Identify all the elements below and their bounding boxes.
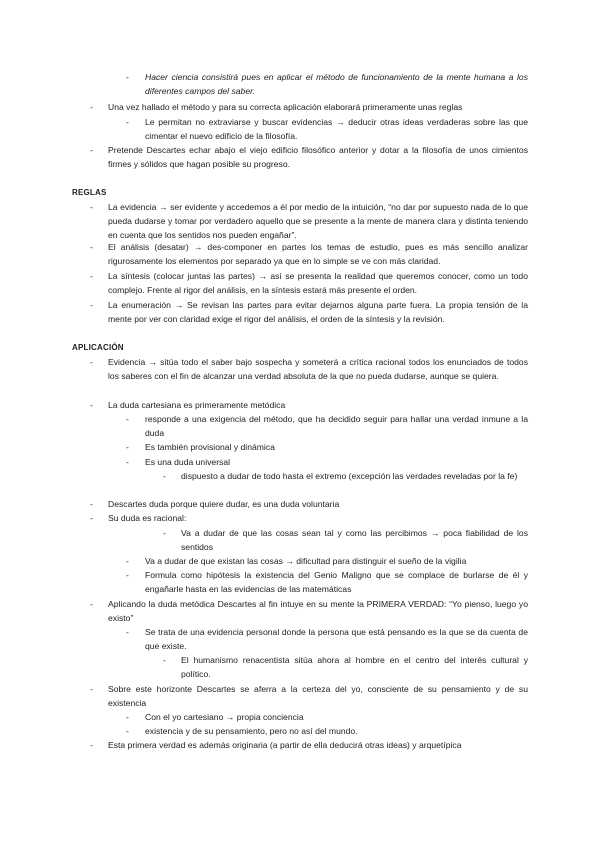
bullet-dash: -	[90, 740, 93, 750]
bullet-dash: -	[126, 117, 129, 127]
item-text: responde a una exigencia del método, que ha decidido seguir para hallar una verdad inmune a la duda	[145, 414, 528, 439]
item-text: existencia y de su pensamiento, pero no así del mundo.	[145, 726, 358, 736]
bullet-dash: -	[90, 599, 93, 609]
item-text: Una vez hallado el método y para su correcta aplicación elaborará primeramente unas reglas	[108, 102, 463, 112]
item-text: El humanismo renacentista sitúa ahora al hombre en el centro del interés cultural y político.	[181, 655, 528, 680]
bullet-dash: -	[126, 556, 129, 566]
item-text: Su duda es racional:	[108, 513, 187, 523]
item-text: La enumeración → Se revisan las partes para evitar dejarnos alguna parte fuera. La propia tensión de la mente por ver con claridad exige el rigor del análisis, el orden de la síntesis y la revisión.	[108, 300, 528, 325]
bullet-dash: -	[126, 712, 129, 722]
bullet-dash: -	[90, 684, 93, 694]
bullet-dash: -	[163, 655, 166, 665]
item-text: Va a dudar de que las cosas sean tal y como las percibimos → poca fiabilidad de los sentidos	[181, 528, 528, 553]
bullet-dash: -	[90, 102, 93, 112]
bullet-dash: -	[163, 471, 166, 481]
item-text: Hacer ciencia consistirá pues en aplicar el método de funcionamiento de la mente humana a los diferentes campos del saber.	[145, 72, 528, 97]
bullet-dash: -	[126, 570, 129, 580]
item-text: Formula como hipótesis la existencia del Genio Maligno que se complace de burlarse de él y engañarle hasta en las evidencias de las matemáticas	[145, 570, 528, 595]
item-text: Aplicando la duda metódica Descartes al fin intuye en su mente la PRIMERA VERDAD: “Yo pienso, luego yo existo”	[108, 599, 528, 624]
item-text: dispuesto a dudar de todo hasta el extremo (excepción las verdades reveladas por la fe)	[181, 471, 518, 481]
bullet-dash: -	[90, 271, 93, 281]
bullet-dash: -	[126, 72, 129, 82]
item-text: Sobre este horizonte Descartes se aferra a la certeza del yo, consciente de su pensamiento y de su existencia	[108, 684, 528, 709]
item-text: La duda cartesiana es primeramente metódica	[108, 400, 286, 410]
bullet-dash: -	[90, 400, 93, 410]
item-text: Se trata de una evidencia personal donde la persona que está pensando es la que se da cuenta de que existe.	[145, 627, 528, 652]
item-text: Es también provisional y dinámica	[145, 442, 275, 452]
item-text: La evidencia → ser evidente y accedemos a él por medio de la intuición, “no dar por supuesto nada de lo que pueda dudarse y tomar por verdadero aquello que se presente a la mente de manera clara y distinta teniendo en cuenta que los sentidos nos pueden engañar”.	[108, 202, 528, 241]
section-heading-reglas: REGLAS	[72, 188, 107, 197]
bullet-dash: -	[90, 202, 93, 212]
item-text: Le permitan no extraviarse y buscar evidencias → deducir otras ideas verdaderas sobre las que cimentar el nuevo edificio de la filosofía.	[145, 117, 528, 142]
item-text: Evidencia → sitúa todo el saber bajo sospecha y someterá a crítica racional todos los enunciados de todos los saberes con el fin de alcanzar una verdad absoluta de la que no pueda dudarse, aunque se quiera.	[108, 357, 528, 382]
bullet-dash: -	[126, 726, 129, 736]
item-text: El análisis (desatar) → des-componer en partes los temas de estudio, pues es más sencillo analizar rigurosamente los elementos por separado ya que en lo simple se ve con más claridad.	[108, 242, 528, 267]
item-text: Descartes duda porque quiere dudar, es una duda voluntaria	[108, 499, 340, 509]
item-text: Pretende Descartes echar abajo el viejo edificio filosófico anterior y dotar a la filosofía de unos cimientos firmes y sólidos que hagan posible su progreso.	[108, 145, 528, 170]
item-text: Va a dudar de que existan las cosas → dificultad para distinguir el sueño de la vigilia	[145, 556, 467, 566]
bullet-dash: -	[126, 627, 129, 637]
bullet-dash: -	[126, 457, 129, 467]
section-heading-aplicacion: APLICACIÓN	[72, 343, 124, 352]
item-text: Es una duda universal	[145, 457, 231, 467]
bullet-dash: -	[90, 242, 93, 252]
bullet-dash: -	[163, 528, 166, 538]
bullet-dash: -	[90, 513, 93, 523]
bullet-dash: -	[90, 499, 93, 509]
bullet-dash: -	[126, 442, 129, 452]
item-text: Esta primera verdad es además originaria (a partir de ella deducirá otras ideas) y arquetípica	[108, 740, 462, 750]
bullet-dash: -	[90, 300, 93, 310]
bullet-dash: -	[90, 357, 93, 367]
bullet-dash: -	[126, 414, 129, 424]
bullet-dash: -	[90, 145, 93, 155]
item-text: La síntesis (colocar juntas las partes) → así se presenta la realidad que queremos conocer, como un todo complejo. Frente al rigor del análisis, en la síntesis estará más presente el orden.	[108, 271, 528, 296]
item-text: Con el yo cartesiano → propia conciencia	[145, 712, 304, 722]
